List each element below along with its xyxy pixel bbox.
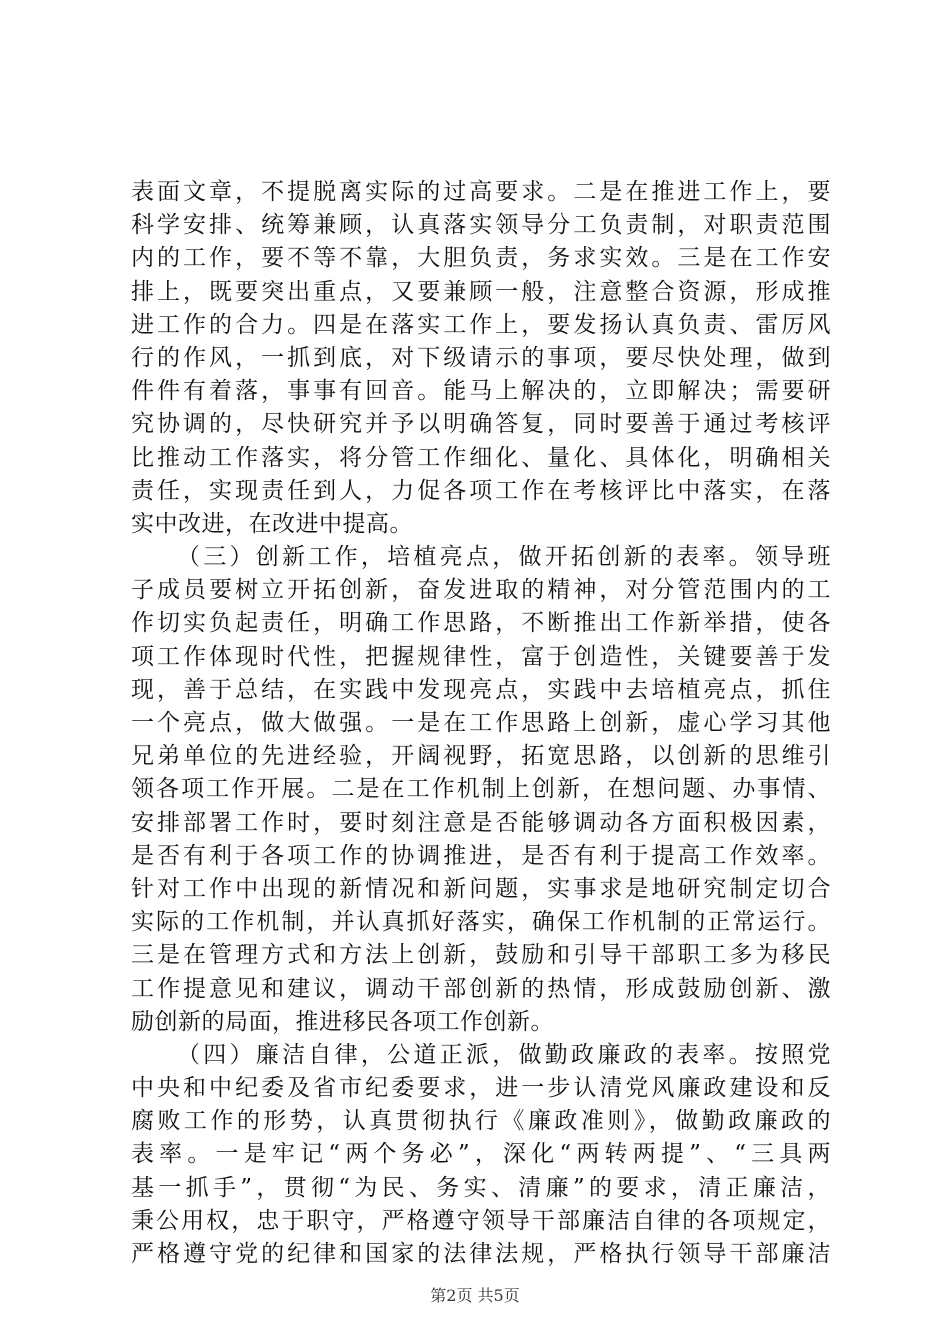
text-line: 究协调的，尽快研究并予以明确答复，同时要善于通过考核评 bbox=[131, 411, 831, 438]
text-line: 腐败工作的形势，认真贯彻执行《廉政准则》，做勤政廉政的 bbox=[131, 1108, 831, 1135]
text-line: 项工作体现时代性，把握规律性，富于创造性，关键要善于发 bbox=[131, 643, 831, 670]
section-heading-line: （四）廉洁自律，公道正派，做勤政廉政的表率。按照党 bbox=[177, 1041, 831, 1068]
text-line: 工作提意见和建议，调动干部创新的热情，形成鼓励创新、激 bbox=[131, 975, 831, 1002]
text-line: 一个亮点，做大做强。一是在工作思路上创新，虚心学习其他 bbox=[131, 710, 831, 736]
text-line: 进工作的合力。四是在落实工作上，要发扬认真负责、雷厉风 bbox=[131, 311, 831, 338]
text-line: 作切实负起责任，明确工作思路，不断推出工作新举措，使各 bbox=[131, 610, 831, 637]
text-line: 领各项工作开展。二是在工作机制上创新，在想问题、办事情、 bbox=[131, 776, 831, 803]
text-line: 针对工作中出现的新情况和新问题，实事求是地研究制定切合 bbox=[131, 875, 831, 902]
text-line: 排上，既要突出重点，又要兼顾一般，注意整合资源，形成推 bbox=[131, 278, 831, 305]
text-line: 件件有着落，事事有回音。能马上解决的，立即解决；需要研 bbox=[131, 378, 831, 405]
text-line: 内的工作，要不等不靠，大胆负责，务求实效。三是在工作安 bbox=[131, 245, 831, 272]
text-line: 是否有利于各项工作的协调推进，是否有利于提高工作效率。 bbox=[131, 842, 831, 869]
page-number-footer: 第2页 共5页 bbox=[430, 1286, 520, 1305]
text-line: 三是在管理方式和方法上创新，鼓励和引导干部职工多为移民 bbox=[131, 942, 831, 969]
paragraph-end-line: 实中改进，在改进中提高。 bbox=[131, 510, 413, 537]
section-heading-line: （三）创新工作，培植亮点，做开拓创新的表率。领导班 bbox=[177, 544, 831, 571]
paragraph-end-line: 励创新的局面，推进移民各项工作创新。 bbox=[131, 1008, 554, 1035]
text-line: 严格遵守党的纪律和国家的法律法规，严格执行领导干部廉洁 bbox=[131, 1241, 831, 1267]
text-line: 表面文章，不提脱离实际的过高要求。二是在推进工作上，要 bbox=[131, 179, 831, 205]
text-line: 基一抓手”，贯彻“为民、务实、清廉”的要求，清正廉洁， bbox=[131, 1174, 831, 1201]
text-line: 比推动工作落实，将分管工作细化、量化、具体化，明确相关 bbox=[131, 444, 831, 471]
text-line: 安排部署工作时，要时刻注意是否能够调动各方面积极因素， bbox=[131, 809, 831, 836]
text-line: 兄弟单位的先进经验，开阔视野，拓宽思路，以创新的思维引 bbox=[131, 743, 831, 770]
text-line: 行的作风，一抓到底，对下级请示的事项，要尽快处理，做到 bbox=[131, 344, 831, 371]
text-line: 表率。一是牢记“两个务必”，深化“两转两提”、“三具两 bbox=[131, 1141, 831, 1168]
text-line: 科学安排、统筹兼顾，认真落实领导分工负责制，对职责范围 bbox=[131, 212, 831, 239]
text-line: 实际的工作机制，并认真抓好落实，确保工作机制的正常运行。 bbox=[131, 909, 831, 936]
text-line: 责任，实现责任到人，力促各项工作在考核评比中落实，在落 bbox=[131, 477, 831, 504]
document-body bbox=[131, 176, 831, 1271]
text-line: 子成员要树立开拓创新，奋发进取的精神，对分管范围内的工 bbox=[131, 577, 831, 604]
text-line: 现，善于总结，在实践中发现亮点，实践中去培植亮点，抓住 bbox=[131, 676, 831, 703]
text-line: 秉公用权，忠于职守，严格遵守领导干部廉洁自律的各项规定， bbox=[131, 1207, 831, 1234]
text-line: 中央和中纪委及省市纪委要求，进一步认清党风廉政建设和反 bbox=[131, 1075, 831, 1102]
